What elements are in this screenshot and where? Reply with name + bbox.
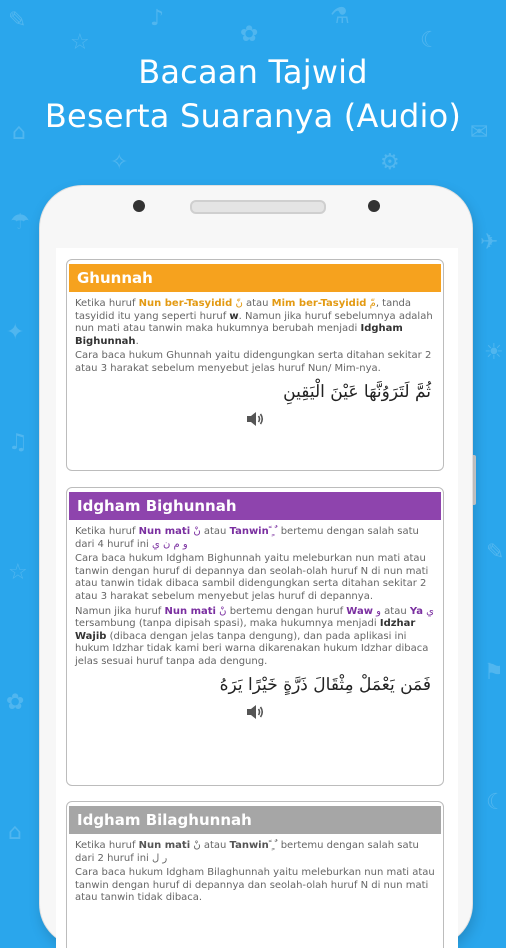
phone-frame — [40, 186, 472, 946]
audio-play-icon[interactable] — [245, 703, 265, 721]
headline-line1: Bacaan Tajwid — [138, 53, 368, 91]
card-title: Idgham Bighunnah — [69, 492, 441, 520]
promo-headline — [0, 50, 506, 138]
card-ghunnah — [66, 259, 444, 471]
front-camera-icon — [133, 200, 145, 212]
card-description: Ketika huruf Nun mati نْ atau Tanwin ً ٍ ٌ bertemu dengan salah satu dari 4 huruf ini و م ن ي Cara baca hukum Idgham Bighunnah yaitu meleburkan nun mati atau tanwin dengan huruf di depannya dan seolah-olah huruf N di nun mati atau tanwin tidak dibaca sambil didengungkan serta ditahan sekitar 2 atau 3 harakat sebelum menyebut jelas huruf di depannya. Namun jika huruf Nun mati نْ bertemu dengan huruf Waw و atau Ya ي tersambung (tanpa dipisah spasi), maka hukumnya menjadi Idzhar Wajib (dibaca dengan jelas tanpa dengung), dan pada aplikasi ini hukum Idzhar tidak kami beri warna dikarenakan hukum Idzhar dibaca jelas sesuai huruf tanpa ada dengung. — [75, 526, 434, 667]
card-title: Ghunnah — [69, 264, 441, 292]
app-screen — [56, 248, 458, 948]
card-title: Idgham Bilaghunnah — [69, 806, 441, 834]
earpiece-speaker — [190, 200, 326, 214]
audio-play-icon[interactable] — [245, 410, 265, 428]
arabic-verse: فَمَن يَعْمَلْ مِثْقَالَ ذَرَّةٍ خَيْرًا يَرَهُ — [219, 674, 431, 695]
card-idgham-bilaghunnah — [66, 801, 444, 948]
card-idgham-bighunnah — [66, 487, 444, 786]
sensor-icon — [368, 200, 380, 212]
arabic-verse: ثُمَّ لَتَرَوُنَّهَا عَيْنَ الْيَقِينِ — [283, 381, 431, 402]
card-description: Ketika huruf Nun ber-Tasyidid نّ atau Mim ber-Tasyidid مّ, tanda tasyidid itu yang seperti huruf w. Namun jika huruf sebelumnya adalah nun mati atau tanwin maka hukumnya berubah menjadi Idgham Bighunnah. Cara baca hukum Ghunnah yaitu didengungkan serta ditahan sekitar 2 atau 3 harakat sebelum menyebut jelas huruf Nun/ Mim-nya. — [75, 298, 433, 374]
background-doodles: ✎ ☆ ♪ ✿ ⚗ ☾ ✉ ⌂ ☂ ✈ ✦ ☀ ♫ ✎ ☆ ⚑ ✿ ☾ ⌂ ✧ ⚙ — [6, 4, 506, 845]
headline-line2: Beserta Suaranya (Audio) — [44, 97, 462, 135]
card-description: Ketika huruf Nun mati نْ atau Tanwin ً ٍ ٌ bertemu dengan salah satu dari 2 huruf ini ر ل Cara baca hukum Idgham Bilaghunnah yaitu meleburkan nun mati atau tanwin dengan huruf di depannya dan seolah-olah huruf N di nun mati atau tanwin tidak dibaca. — [75, 840, 435, 904]
